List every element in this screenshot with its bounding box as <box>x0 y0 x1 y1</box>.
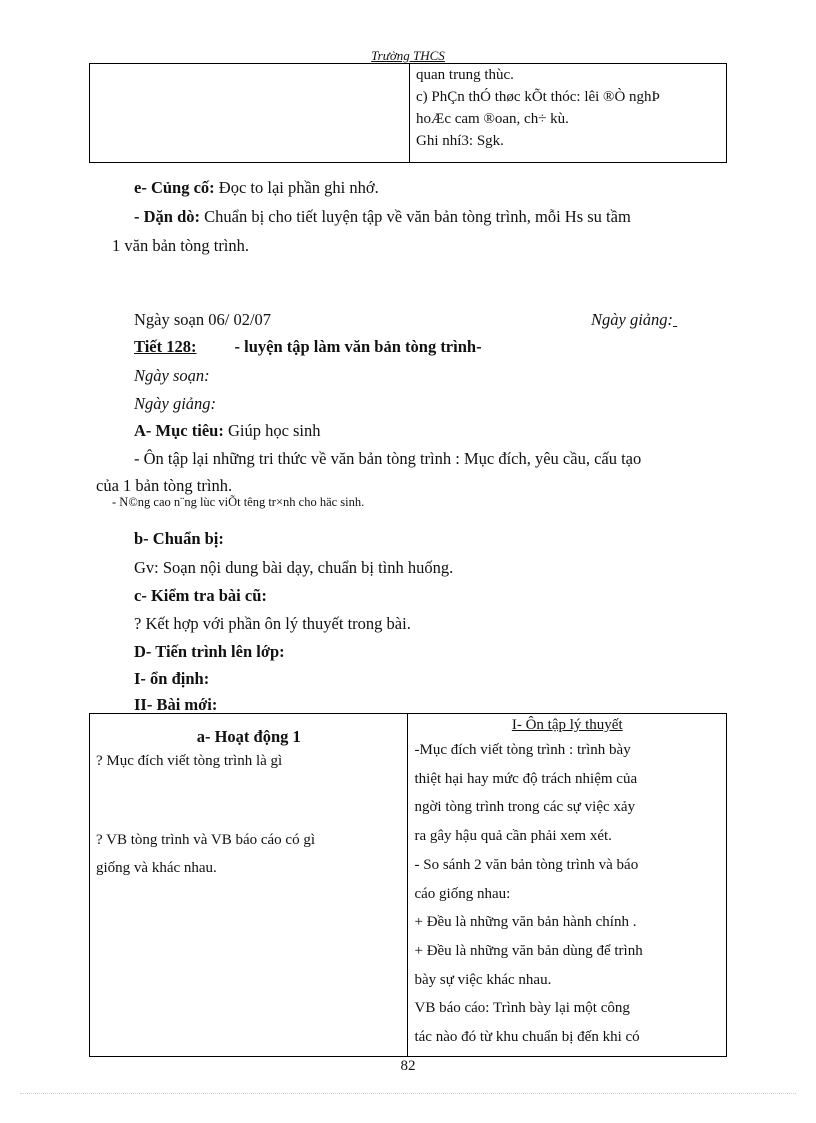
theory-line: ra gây hậu quả cần phải xem xét. <box>414 828 612 845</box>
preparation-heading: b- Chuẩn bị: <box>134 529 224 548</box>
page-header: Trường THCS <box>371 48 445 63</box>
theory-line: bày sự việc khác nhau. <box>414 971 552 988</box>
process-heading: D- Tiến trình lên lớp: <box>134 642 285 661</box>
review-heading: c- Kiểm tra bài cũ: <box>134 586 267 605</box>
continued-line: Ghi nhí3: Sgk. <box>416 133 504 149</box>
sub-prepared-date: Ngày soạn: <box>134 366 210 385</box>
activity-right-cell <box>408 714 727 1057</box>
continued-table <box>89 63 727 163</box>
continued-line: c) PhÇn thÓ thøc kÕt thóc: lêi ®Ò nghÞ <box>416 89 660 105</box>
prepared-date: Ngày soạn 06/ 02/07 <box>134 310 272 329</box>
objectives-line-1: - Ôn tập lại những tri thức về văn bản tòng trình : Mục đích, yêu cầu, cấu tạo <box>134 449 642 468</box>
activity-left-cell <box>90 714 408 1057</box>
new-lesson-heading: II- Bài mới: <box>134 695 218 714</box>
objectives-line-3: - N©ng cao n¨ng lùc viÕt têng tr×nh cho häc sinh. <box>112 495 365 509</box>
theory-line: + Đều là những văn bản dùng để trình <box>414 942 643 959</box>
objectives-line-2: của 1 bản tòng trình. <box>96 476 233 495</box>
homework-line-1: - Dặn dò: Chuẩn bị cho tiết luyện tập về văn bản tòng trình, mỗi Hs su tầm <box>134 207 631 226</box>
theory-line: ngời tòng trình trong các sự việc xảy <box>414 799 636 816</box>
question-2-line-1: ? VB tòng trình và VB báo cáo có gì <box>96 832 315 848</box>
theory-line: cáo giống nhau: <box>414 885 511 902</box>
theory-line: - So sánh 2 văn bản tòng trình và báo <box>414 856 639 873</box>
question-2-line-2: giống và khác nhau. <box>96 860 217 876</box>
theory-line: VB báo cáo: Trình bày lại một công <box>414 1000 630 1017</box>
theory-line: tác nào đó từ khu chuẩn bị đến khi có <box>414 1029 640 1046</box>
continued-table-left-cell <box>90 64 410 163</box>
homework-line-2: 1 văn bản tòng trình. <box>112 236 250 255</box>
objectives-heading: A- Mục tiêu: Giúp học sinh <box>134 421 321 440</box>
theory-line: thiệt hại hay mức độ trách nhiệm của <box>414 770 638 787</box>
question-1: ? Mục đích viết tòng trình là gì <box>96 753 283 769</box>
consolidation-line: e- Củng cố: Đọc to lại phần ghi nhớ. <box>134 178 379 197</box>
continued-line: hoÆc cam ®oan, ch÷ kù. <box>416 111 569 127</box>
activity-table <box>89 713 727 1057</box>
theory-heading: I- Ôn tập lý thuyết <box>511 717 623 733</box>
stabilize-heading: I- ổn định: <box>134 669 210 688</box>
activity-title: a- Hoạt động 1 <box>196 727 301 746</box>
continued-line: quan trung thùc. <box>416 67 514 83</box>
sub-teaching-date: Ngày giảng: <box>134 394 217 413</box>
lesson-heading: Tiết 128: - luyện tập làm văn bản tòng trình- <box>134 337 482 356</box>
continued-table-right-cell <box>410 64 727 163</box>
review-text: ? Kết hợp với phần ôn lý thuyết trong bài. <box>134 614 411 633</box>
page-footer-divider <box>20 1093 796 1094</box>
theory-line: + Đều là những văn bản hành chính . <box>414 914 637 931</box>
theory-line: -Mục đích viết tòng trình : trình bày <box>414 742 631 758</box>
preparation-text: Gv: Soạn nội dung bài dạy, chuẩn bị tình huống. <box>134 558 454 577</box>
page-number: 82 <box>400 1058 416 1074</box>
teaching-date: Ngày giảng: <box>591 310 674 329</box>
